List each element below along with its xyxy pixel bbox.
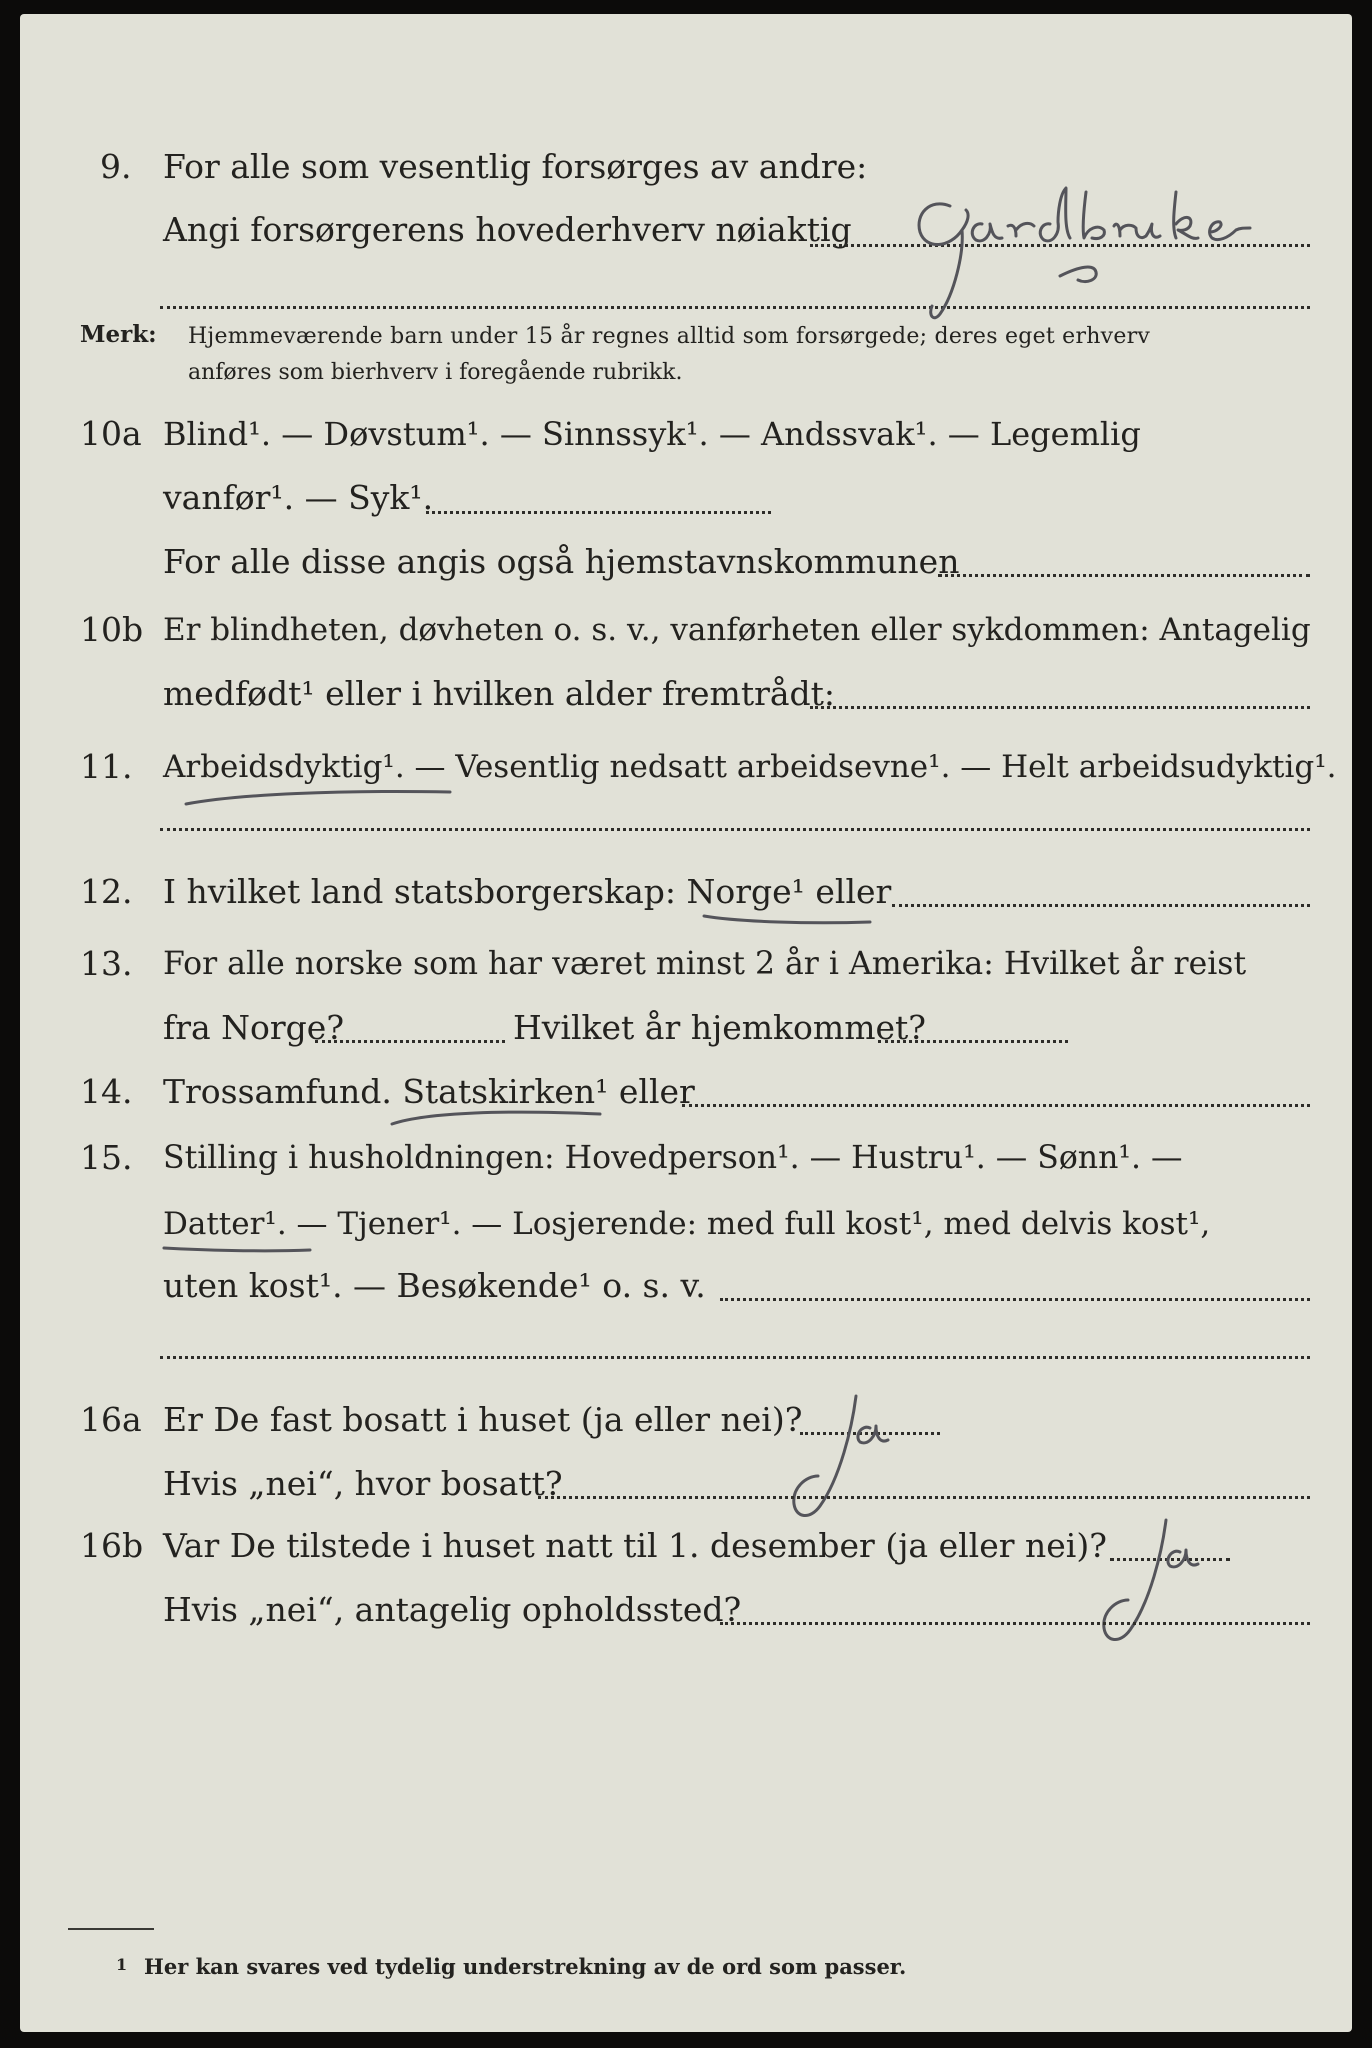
merk-line2: anføres som bierhverv i foregående rubrikk. bbox=[188, 360, 683, 385]
q16a-handwritten-answer bbox=[760, 1388, 960, 1528]
merk-label: Merk: bbox=[80, 321, 157, 348]
q9-handwritten-answer bbox=[910, 184, 1310, 324]
q15-line2: Datter¹. — Tjener¹. — Losjerende: med full kost¹, med delvis kost¹, bbox=[163, 1206, 1211, 1242]
q16b-handwritten-answer bbox=[1070, 1512, 1270, 1652]
q11-number: 11. bbox=[80, 747, 133, 786]
q15-number: 15. bbox=[80, 1138, 133, 1177]
q15-answer-line-2 bbox=[160, 1356, 1310, 1359]
q10a-number: 10a bbox=[80, 414, 142, 453]
q10a-line1: Blind¹. — Døvstum¹. — Sinnssyk¹. — Andssvak¹. — Legemlig bbox=[163, 415, 1141, 453]
q16a-line2: Hvis „nei“, hvor bosatt? bbox=[163, 1464, 563, 1503]
q13-line1: For alle norske som har været minst 2 år i Amerika: Hvilket år reist bbox=[163, 946, 1247, 982]
q12-underline-mark bbox=[700, 902, 880, 932]
q9-number: 9. bbox=[100, 147, 132, 186]
q15-answer-line bbox=[720, 1298, 1310, 1301]
q12-number: 12. bbox=[80, 872, 133, 911]
q16b-line1: Var De tilstede i huset natt til 1. desember (ja eller nei)? bbox=[163, 1526, 1107, 1565]
q9-line2: Angi forsørgerens hovederhverv nøiaktig bbox=[163, 210, 852, 249]
q12-line1: I hvilket land statsborgerskap: Norge¹ eller bbox=[163, 872, 892, 911]
merk-line1: Hjemmeværende barn under 15 år regnes alltid som forsørgede; deres eget erhverv bbox=[188, 324, 1151, 349]
q14-underline-mark bbox=[388, 1102, 608, 1138]
q11-line1: Arbeidsdyktig¹. — Vesentlig nedsatt arbeidsevne¹. — Helt arbeidsudyktig¹. bbox=[163, 749, 1337, 785]
q13-return-line bbox=[878, 1040, 1068, 1043]
q11-answer-line bbox=[160, 828, 1310, 831]
q15-line3: uten kost¹. — Besøkende¹ o. s. v. bbox=[163, 1266, 706, 1305]
footnote-text: Her kan svares ved tydelig understrekning av de ord som passer. bbox=[144, 1954, 907, 1979]
q16a-number: 16a bbox=[80, 1400, 142, 1439]
q13-departure-line bbox=[315, 1040, 505, 1043]
q12-answer-line bbox=[892, 904, 1310, 907]
footnote-marker: 1 bbox=[116, 1955, 128, 1974]
q13-line2a: fra Norge? bbox=[163, 1008, 345, 1047]
q14-line1: Trossamfund. Statskirken¹ eller bbox=[163, 1072, 695, 1111]
q15-underline-mark bbox=[160, 1238, 320, 1268]
footnote-rule bbox=[68, 1928, 154, 1930]
q13-line2b: Hvilket år hjemkommet? bbox=[513, 1008, 926, 1047]
q16b-whereabouts-line bbox=[720, 1622, 1310, 1625]
q10b-line1: Er blindheten, døvheten o. s. v., vanførheten eller sykdommen: Antagelig bbox=[163, 612, 1311, 648]
q10a-line2: vanfør¹. — Syk¹. bbox=[163, 478, 434, 517]
q14-number: 14. bbox=[80, 1072, 133, 1111]
q16a-line1: Er De fast bosatt i huset (ja eller nei)? bbox=[163, 1400, 803, 1439]
q10b-line2: medfødt¹ eller i hvilken alder fremtrådt: bbox=[163, 674, 836, 713]
census-form-page bbox=[20, 14, 1352, 2032]
q16a-residence-line bbox=[538, 1496, 1310, 1499]
q10b-answer-line bbox=[810, 706, 1310, 709]
q14-answer-line bbox=[682, 1104, 1310, 1107]
q16b-number: 16b bbox=[80, 1526, 144, 1565]
q11-underline-mark bbox=[180, 784, 460, 814]
q9-line1: For alle som vesentlig forsørges av andre: bbox=[163, 147, 868, 186]
q15-line1: Stilling i husholdningen: Hovedperson¹. — Hustru¹. — Sønn¹. — bbox=[163, 1140, 1183, 1176]
q16b-line2: Hvis „nei“, antagelig opholdssted? bbox=[163, 1590, 742, 1629]
q10b-number: 10b bbox=[80, 610, 144, 649]
q13-number: 13. bbox=[80, 944, 133, 983]
q10a-answer-line bbox=[426, 511, 771, 514]
q10a-hometown-line bbox=[938, 574, 1310, 577]
q10a-line3: For alle disse angis også hjemstavnskommunen bbox=[163, 542, 960, 581]
